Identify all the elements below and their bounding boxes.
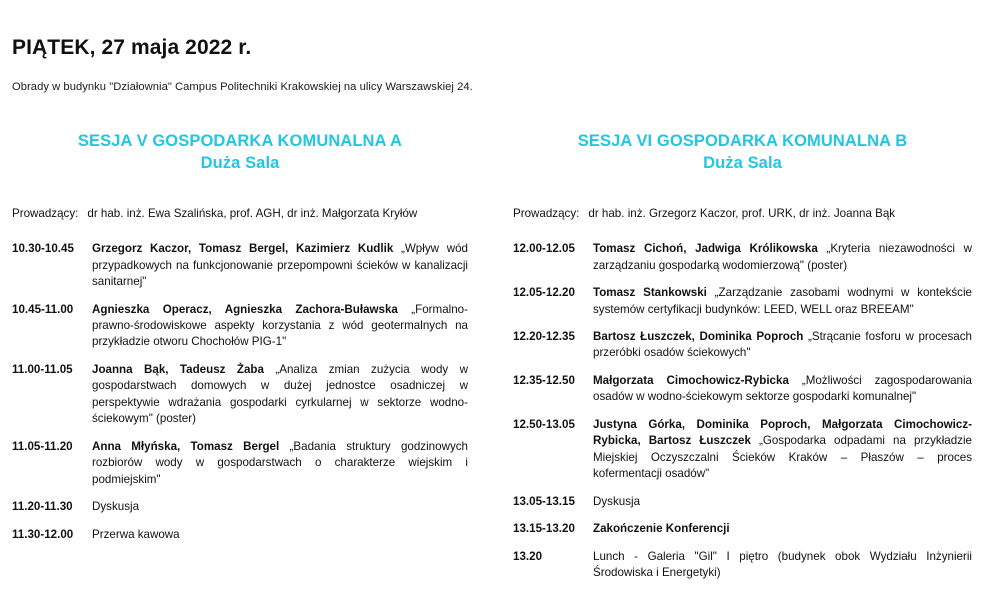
entry-authors: Tomasz Stankowski — [593, 286, 707, 300]
schedule-entry — [513, 549, 972, 582]
schedule-entry — [513, 494, 972, 510]
entry-authors: Grzegorz Kaczor, Tomasz Bergel, Kazimierz Kudlik — [92, 242, 394, 256]
entry-paper-title: Przerwa kawowa — [92, 527, 180, 541]
page-title: PIĄTEK, 27 maja 2022 r. — [12, 36, 252, 59]
schedule-entry — [12, 527, 468, 543]
entry-time: 11.00-11.05 — [12, 362, 73, 376]
entry-authors: Bartosz Łuszczek, Dominika Poproch — [593, 329, 804, 343]
chair-names: dr hab. inż. Ewa Szalińska, prof. AGH, dr inż. Małgorzata Kryłów — [87, 206, 418, 220]
chair-label: Prowadzący: — [513, 206, 580, 220]
entry-description — [92, 499, 468, 515]
entry-description — [593, 521, 972, 537]
entry-description — [593, 329, 972, 362]
entry-paper-title: „Badania struktury godzinowych rozbiorów wody w gospodarstwach o charakterze wiejskim i podmiejskim" — [92, 439, 468, 486]
session-column-left — [0, 130, 500, 554]
venue-note: Obrady w budynku "Działownia" Campus Politechniki Krakowskiej na ulicy Warszawskiej 24. — [12, 81, 473, 93]
entry-time: 10.45-11.00 — [12, 302, 74, 316]
schedule-entry — [513, 285, 972, 318]
entry-authors: Agnieszka Operacz, Agnieszka Zachora-Buławska — [92, 302, 398, 316]
session-title-left: SESJA V GOSPODARKA KOMUNALNA A — [77, 132, 403, 150]
entry-authors: Anna Młyńska, Tomasz Bergel — [92, 439, 280, 453]
entry-paper-title: „Gospodarka odpadami na przykładzie Miejskiej Oczyszczalni Ścieków Kraków – Płaszów – proces kofermentacji osadów" — [593, 434, 973, 481]
schedule-entry — [513, 329, 972, 362]
entry-authors: Zakończenie Konferencji — [593, 522, 730, 536]
entry-description — [593, 494, 972, 510]
entry-description — [593, 241, 972, 274]
schedule-entry — [12, 439, 468, 488]
session-column-right — [500, 130, 1000, 592]
schedule-list-left — [12, 241, 468, 543]
entry-paper-title: „Możliwości zagospodarowania osadów w wodno-ściekowym sektorze gospodarki komunalnej" — [593, 373, 972, 404]
chair-label: Prowadzący: — [12, 206, 79, 220]
entry-paper-title: „Wpływ wód przypadkowych na funkcjonowanie przepompowni ścieków w kanalizacji sanitarnej" — [92, 242, 468, 289]
entry-description — [92, 439, 468, 488]
entry-description — [593, 417, 972, 483]
schedule-entry — [513, 373, 972, 406]
entry-paper-title: Lunch - Galeria "Gil" I piętro (budynek obok Wydziału Inżynierii Środowiska i Energetyki) — [593, 549, 972, 579]
entry-time: 12.20-12.35 — [513, 329, 575, 343]
schedule-list-right — [513, 241, 972, 581]
entry-description — [593, 373, 972, 406]
entry-paper-title: „Formalno-prawno-środowiskowe aspekty korzystania z wód geotermalnych na przykładzie otworu Chochołów PIG-1" — [92, 302, 468, 349]
entry-paper-title: „Analiza zmian zużycia wody w gospodarstwach domowych w dużej jednostce osadniczej w perspektywie wdrażania gospodarki cyrkularnej w sektorze wodno-ściekowym" (poster) — [92, 362, 469, 426]
entry-paper-title: Dyskusja — [593, 494, 641, 508]
entry-authors: Tomasz Cichoń, Jadwiga Królikowska — [593, 242, 818, 256]
schedule-entry — [12, 241, 468, 290]
session-chair-right — [513, 206, 972, 222]
entry-authors: Joanna Bąk, Tadeusz Żaba — [92, 362, 264, 376]
schedule-entry — [513, 521, 972, 537]
entry-paper-title: „Strącanie fosforu w procesach przeróbki osadów ściekowych" — [593, 329, 972, 360]
session-room-left: Duża Sala — [200, 154, 280, 173]
entry-paper-title: Dyskusja — [92, 500, 140, 514]
entry-time: 11.30-12.00 — [12, 527, 74, 541]
entry-paper-title: „Kryteria niezawodności w zarządzaniu gospodarką wodomierzową" (poster) — [593, 242, 972, 272]
entry-time: 12.35-12.50 — [513, 373, 575, 387]
chair-names: dr hab. inż. Grzegorz Kaczor, prof. URK, dr inż. Joanna Bąk — [588, 206, 896, 220]
entry-description — [593, 549, 972, 582]
schedule-entry — [513, 417, 972, 483]
entry-time: 13.05-13.15 — [513, 494, 575, 508]
schedule-entry — [513, 241, 972, 274]
schedule-entry — [12, 302, 468, 351]
entry-time: 13.15-13.20 — [513, 522, 575, 536]
entry-time: 12.00-12.05 — [513, 242, 575, 256]
entry-authors: Justyna Górka, Dominika Poproch, Małgorzata Cimochowicz-Rybicka, Bartosz Łuszczek — [593, 417, 972, 448]
entry-time: 12.05-12.20 — [513, 286, 575, 300]
session-title-right: SESJA VI GOSPODARKA KOMUNALNA B — [577, 132, 908, 150]
entry-paper-title: „Zarządzanie zasobami wodnymi w kontekście systemów certyfikacji budynków: LEED, WELL oraz BREEAM" — [593, 286, 972, 316]
entry-time: 11.05-11.20 — [12, 439, 73, 453]
entry-time: 11.20-11.30 — [12, 500, 73, 514]
session-chair-left — [12, 206, 468, 222]
session-room-right: Duża Sala — [703, 154, 782, 173]
entry-description — [92, 527, 468, 543]
entry-description — [92, 302, 468, 351]
entry-authors: Małgorzata Cimochowicz-Rybicka — [593, 373, 789, 387]
entry-description — [92, 362, 468, 428]
entry-time: 12.50-13.05 — [513, 417, 575, 431]
schedule-entry — [12, 362, 468, 428]
entry-time: 10.30-10.45 — [12, 242, 74, 256]
entry-time: 13.20 — [513, 549, 543, 563]
entry-description — [92, 241, 468, 290]
entry-description — [593, 285, 972, 318]
session-columns — [0, 130, 1000, 592]
schedule-entry — [12, 499, 468, 515]
